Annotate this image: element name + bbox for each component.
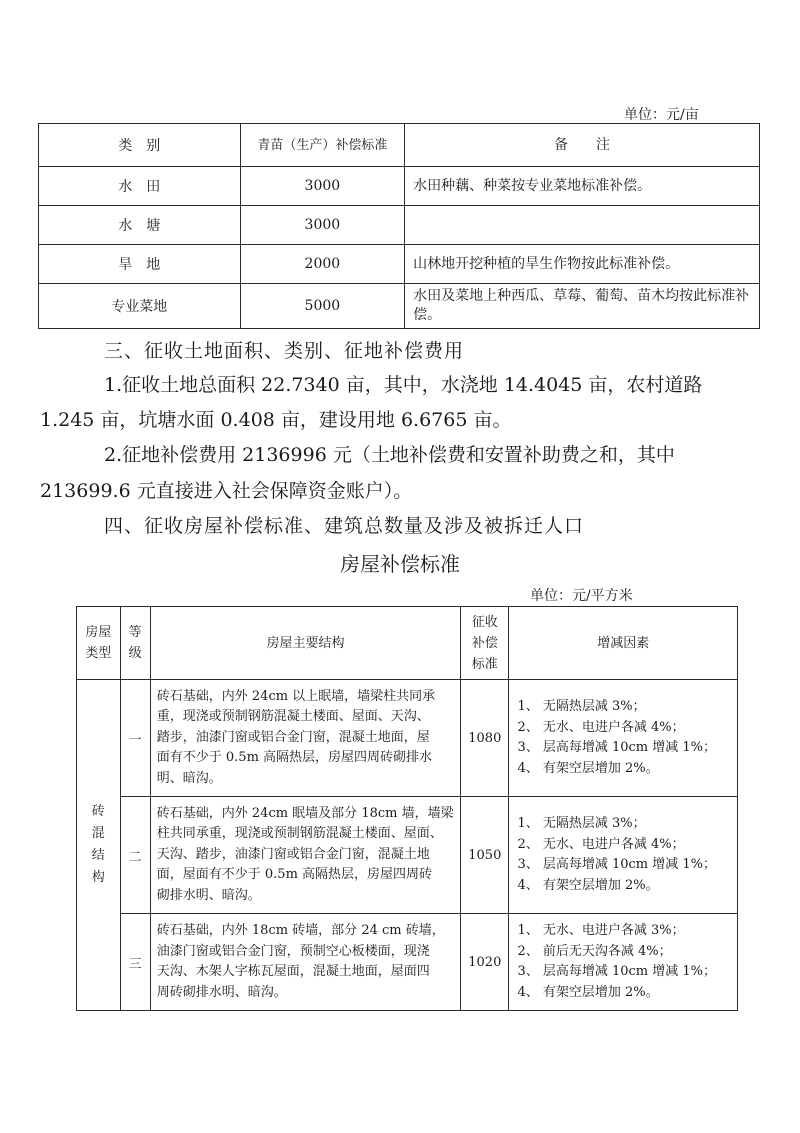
table-row (39, 284, 760, 329)
row-structure: 砖石基础，内外 18cm 砖墙，部分 24 cm 砖墙， 油漆门窗或铝合金门窗，预制空心板楼面，现浇 天沟、木架人字栋瓦屋面，混凝土地面，屋面四 周砖砌排水明、暗沟。 (150, 914, 460, 1011)
row-structure: 砖石基础，内外 24cm 眠墙及部分 18cm 墙，墙梁 柱共同承重，现浇或预制钢筋混凝土楼面、屋面、 天沟、踏步，油漆门窗或铝合金门窗，混凝土地 面，屋面有不少于 0.5m 高隔热层，房屋四周砖 砌排水明、暗沟。 (150, 797, 460, 914)
row-standard: 1080 (461, 680, 509, 797)
row-category: 专业菜地 (39, 284, 241, 329)
row-grade: 二 (120, 797, 150, 914)
row-category: 旱 地 (39, 245, 241, 284)
row-factors: 1、 无隔热层减 3%； 2、 无水、电进户各减 4%； 3、 层高每增减 10cm 增减 1%； 4、 有架空层增加 2%。 (509, 680, 738, 797)
land-area-paragraph-line1: 1.征收土地总面积 22.7340 亩，其中，水浇地 14.4045 亩，农村道路 (104, 374, 703, 396)
row-note: 水田及菜地上种西瓜、草莓、葡萄、苗木均按此标准补偿。 (405, 284, 760, 329)
table-row (77, 797, 738, 914)
table-row (77, 914, 738, 1011)
table-row (39, 206, 760, 245)
row-note (405, 206, 760, 245)
compensation-fee-paragraph-line2: 213699.6 元直接进入社会保障资金账户）。 (40, 480, 413, 502)
header-factors: 增减因素 (509, 607, 738, 680)
row-standard: 1020 (461, 914, 509, 1011)
green-crop-compensation-table (38, 123, 760, 329)
header-standard: 征收 补偿 标准 (461, 607, 509, 680)
house-type-brick-concrete: 砖 混 结 构 (77, 680, 121, 1011)
table2-unit: 单位：元/平方米 (530, 588, 633, 604)
row-factors: 1、 无水、电进户各减 3%； 2、 前后无天沟各减 4%； 3、 层高每增减 10cm 增减 1%； 4、 有架空层增加 2%。 (509, 914, 738, 1011)
row-standard: 1050 (461, 797, 509, 914)
house-compensation-table (76, 606, 738, 1011)
header-house-type: 房屋 类型 (77, 607, 121, 680)
row-category: 水 田 (39, 167, 241, 206)
header-grade: 等 级 (120, 607, 150, 680)
header-category: 类 别 (39, 124, 241, 167)
row-standard: 5000 (240, 284, 404, 329)
house-table-title: 房屋补偿标准 (340, 552, 460, 576)
row-standard: 3000 (240, 167, 404, 206)
section3-heading: 三、征收土地面积、类别、征地补偿费用 (104, 340, 465, 362)
header-note: 备 注 (405, 124, 760, 167)
compensation-fee-paragraph-line1: 2.征地补偿费用 2136996 元（土地补偿费和安置补助费之和，其中 (104, 444, 675, 466)
table-header-row (77, 607, 738, 680)
row-grade: 一 (120, 680, 150, 797)
section4-heading: 四、征收房屋补偿标准、建筑总数量及涉及被拆迁人口 (104, 515, 585, 537)
row-standard: 3000 (240, 206, 404, 245)
table-header-row (39, 124, 760, 167)
row-note: 山林地开挖种植的旱生作物按此标准补偿。 (405, 245, 760, 284)
header-standard: 青苗（生产）补偿标准 (240, 124, 404, 167)
table1-unit: 单位：元/亩 (624, 107, 699, 123)
row-factors: 1、 无隔热层减 3%； 2、 无水、电进户各减 4%； 3、 层高每增减 10cm 增减 1%； 4、 有架空层增加 2%。 (509, 797, 738, 914)
row-category: 水 塘 (39, 206, 241, 245)
header-structure: 房屋主要结构 (150, 607, 460, 680)
table-row (39, 245, 760, 284)
row-note: 水田种藕、种菜按专业菜地标准补偿。 (405, 167, 760, 206)
table-row (77, 680, 738, 797)
row-standard: 2000 (240, 245, 404, 284)
row-structure: 砖石基础，内外 24cm 以上眠墙，墙梁柱共同承 重，现浇或预制钢筋混凝土楼面、屋面、天沟、 踏步，油漆门窗或铝合金门窗，混凝土地面，屋 面有不少于 0.5m 高隔热层，房屋四周砖砌排水 明、暗沟。 (150, 680, 460, 797)
row-grade: 三 (120, 914, 150, 1011)
land-area-paragraph-line2: 1.245 亩，坑塘水面 0.408 亩，建设用地 6.6765 亩。 (40, 409, 512, 431)
table-row (39, 167, 760, 206)
